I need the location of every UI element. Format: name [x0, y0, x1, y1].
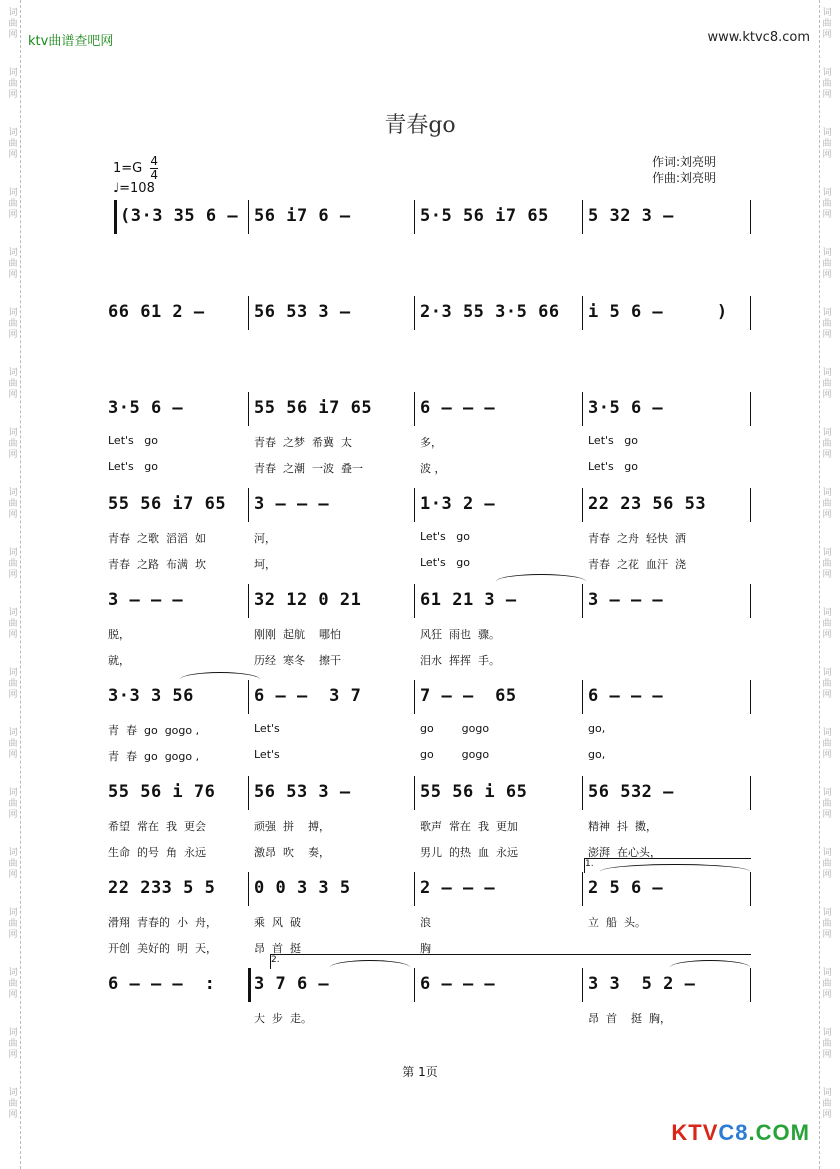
bar-line [750, 872, 751, 906]
bar-line [248, 200, 249, 234]
side-watermark: 词曲网 [822, 608, 832, 640]
lyric-line: 刚刚 起航 哪怕 [254, 628, 341, 641]
bar-line [582, 392, 583, 426]
bar-line [750, 968, 751, 1002]
lyric-line: 青 春 go gogo , [108, 750, 200, 763]
lyric-line: 就， [108, 654, 130, 667]
side-watermark: 词曲网 [8, 428, 18, 460]
side-watermark: 词曲网 [8, 728, 18, 760]
side-watermark: 词曲网 [822, 908, 832, 940]
measure-notes: 3·5 6 — [108, 398, 184, 418]
side-watermark: 词曲网 [822, 668, 832, 700]
lyric-line: 青春 之歌 滔滔 如 [108, 532, 206, 545]
side-watermark: 词曲网 [8, 668, 18, 700]
lyric-line: Let's [254, 722, 280, 735]
lyric-line: Let's go [420, 530, 470, 543]
volta-ending-1: 1. [584, 858, 751, 873]
measure-notes: 66 61 2 — [108, 302, 205, 322]
bar-line [582, 296, 583, 330]
lyric-line: 滑翔 青春的 小 舟， [108, 916, 217, 929]
bar-line [248, 968, 251, 1002]
measure-notes: 5·5 56 i7 65 [420, 206, 549, 226]
bar-line [248, 296, 249, 330]
lyric-line: 坷， [254, 558, 276, 571]
side-watermark: 词曲网 [8, 68, 18, 100]
song-title: 青春go [384, 113, 456, 138]
measure-notes: 55 56 i7 65 [254, 398, 373, 418]
time-signature: $\frac{4}{4}$ [150, 154, 159, 182]
bar-line [582, 200, 583, 234]
lyric-line: 激昂 吹 奏， [254, 846, 330, 859]
bar-line [582, 584, 583, 618]
bar-line [414, 392, 415, 426]
tie-arc [600, 864, 750, 879]
side-watermark: 词曲网 [822, 368, 832, 400]
lyric-line: 青春 之路 布满 坎 [108, 558, 206, 571]
measure-notes: 7 — — 65 [420, 686, 517, 706]
side-watermark: 词曲网 [8, 248, 18, 280]
lyric-line: 歌声 常在 我 更加 [420, 820, 518, 833]
lyric-line: 浪 [420, 916, 431, 929]
side-watermark: 词曲网 [822, 1088, 832, 1120]
measure-notes: 56 532 — [588, 782, 674, 802]
lyric-line: 青春 之梦 希冀 太 [254, 436, 352, 449]
measure-notes: (3·3 35 6 — [120, 206, 239, 226]
measure-notes: 3·3 3 56 [108, 686, 194, 706]
side-watermark: 词曲网 [822, 548, 832, 580]
bar-line [414, 680, 415, 714]
site-logo: KTVC8.COM [671, 1120, 810, 1145]
lyric-line: 泪水 挥挥 手。 [420, 654, 500, 667]
measure-notes: 6 — — — [420, 974, 496, 994]
tie-arc [670, 960, 750, 975]
lyric-line: 生命 的号 角 永远 [108, 846, 206, 859]
lyric-line: 青春 之舟 轻快 洒 [588, 532, 686, 545]
lyric-line: Let's go [588, 434, 638, 447]
side-watermark: 词曲网 [8, 1088, 18, 1120]
side-watermark: 词曲网 [822, 68, 832, 100]
side-watermark: 词曲网 [822, 248, 832, 280]
bar-line [414, 776, 415, 810]
tie-arc [330, 960, 410, 975]
measure-notes: 5 32 3 — [588, 206, 674, 226]
side-watermark: 词曲网 [8, 548, 18, 580]
lyric-line: 脱， [108, 628, 130, 641]
bar-line [750, 296, 751, 330]
measure-notes: 3 7 6 — [254, 974, 330, 994]
lyric-line: go gogo [420, 722, 490, 735]
score-row [0, 968, 840, 1108]
lyric-line: 青春 之潮 一波 叠一 [254, 462, 363, 475]
bar-line [750, 680, 751, 714]
measure-notes: 3 3 5 2 — [588, 974, 696, 994]
lyric-line: Let's go [108, 434, 158, 447]
side-watermark: 词曲网 [822, 968, 832, 1000]
side-watermark: 词曲网 [822, 128, 832, 160]
bar-line [414, 968, 415, 1002]
quarter-note-icon: ♩ [113, 181, 120, 196]
lyric-line: 希望 常在 我 更会 [108, 820, 206, 833]
measure-notes: 2·3 55 3·5 66 [420, 302, 560, 322]
side-watermark: 词曲网 [822, 848, 832, 880]
side-watermark: 词曲网 [822, 188, 832, 220]
measure-notes: 2 5 6 — [588, 878, 664, 898]
measure-notes: 56 53 3 — [254, 302, 351, 322]
lyric-line: 青 春 go gogo , [108, 724, 200, 737]
side-watermark: 词曲网 [822, 788, 832, 820]
bar-line [750, 392, 751, 426]
lyric-line: 开创 美好的 明 天， [108, 942, 217, 955]
measure-notes: 55 56 i 65 [420, 782, 528, 802]
side-watermark: 词曲网 [8, 968, 18, 1000]
side-watermark: 词曲网 [8, 1028, 18, 1060]
lyric-line: 风狂 雨也 骤。 [420, 628, 500, 641]
bar-line [582, 776, 583, 810]
lyricist-credit: 作词:刘亮明 [652, 155, 717, 169]
side-watermark: 词曲网 [822, 308, 832, 340]
lyric-line: Let's go [420, 556, 470, 569]
measure-notes: 22 23 56 53 [588, 494, 707, 514]
tie-arc [180, 672, 260, 687]
measure-notes: 3·5 6 — [588, 398, 664, 418]
lyric-line: 顽强 拼 搏， [254, 820, 330, 833]
measure-notes: 3 — — — [108, 590, 184, 610]
tempo-marking: ♩=108 [113, 181, 155, 196]
bar-line [750, 200, 751, 234]
bar-line [582, 872, 583, 906]
bar-line [248, 584, 249, 618]
lyric-line: 河， [254, 532, 276, 545]
side-watermark: 词曲网 [8, 368, 18, 400]
bar-line [248, 872, 249, 906]
bar-line [414, 584, 415, 618]
side-watermark: 词曲网 [822, 488, 832, 520]
lyric-line: go, [588, 722, 606, 735]
lyric-line: Let's go [588, 460, 638, 473]
page-number: 第 1页 [402, 1065, 438, 1079]
measure-notes: i 5 6 — ) [588, 302, 728, 322]
lyric-line: 胸 [420, 942, 431, 955]
lyric-line: 精神 抖 擞， [588, 820, 657, 833]
lyric-line: 大 步 走。 [254, 1012, 312, 1025]
measure-notes: 3 — — — [588, 590, 664, 610]
side-watermark: 词曲网 [8, 788, 18, 820]
measure-notes: 1·3 2 — [420, 494, 496, 514]
site-name: ktv曲谱查吧网 [28, 34, 114, 49]
lyric-line: go gogo [420, 748, 490, 761]
bar-line [414, 200, 415, 234]
bar-line [414, 872, 415, 906]
side-watermark: 词曲网 [822, 1028, 832, 1060]
lyric-line: 澎湃 在心头， [588, 846, 661, 859]
lyric-line: 昂 首 挺 胸， [588, 1012, 671, 1025]
bar-line [414, 488, 415, 522]
bar-line [248, 776, 249, 810]
measure-notes: 6 — — — [588, 686, 664, 706]
measure-notes: 6 — — 3 7 [254, 686, 362, 706]
measure-notes: 2 — — — [420, 878, 496, 898]
measure-notes: 3 — — — [254, 494, 330, 514]
measure-notes: 0 0 3 3 5 [254, 878, 351, 898]
volta-ending-2: 2. [270, 954, 751, 969]
lyric-line: 青春 之花 血汗 浇 [588, 558, 686, 571]
bar-line [414, 296, 415, 330]
bar-line [750, 584, 751, 618]
bar-line [750, 776, 751, 810]
measure-notes: 6 — — — : [108, 974, 216, 994]
key-signature: 1=G $\frac{4}{4}$ [113, 154, 159, 182]
tie-arc [496, 574, 586, 589]
lyric-line: 乘 风 破 [254, 916, 301, 929]
lyric-line: 历经 寒冬 擦干 [254, 654, 341, 667]
bar-line [750, 488, 751, 522]
measure-notes: 6 — — — [420, 398, 496, 418]
side-watermark: 词曲网 [8, 308, 18, 340]
lyric-line: 多， [420, 436, 442, 449]
side-watermark: 词曲网 [822, 428, 832, 460]
site-url: www.ktvc8.com [707, 30, 810, 45]
side-watermark: 词曲网 [8, 488, 18, 520]
measure-notes: 56 53 3 — [254, 782, 351, 802]
side-watermark: 词曲网 [8, 908, 18, 940]
lyric-line: 立 船 头。 [588, 916, 646, 929]
side-watermark: 词曲网 [8, 848, 18, 880]
side-watermark: 词曲网 [822, 8, 832, 40]
measure-notes: 32 12 0 21 [254, 590, 362, 610]
bar-line [248, 392, 249, 426]
bar-line [582, 488, 583, 522]
bar-line [248, 488, 249, 522]
lyric-line: 昂 首 挺 [254, 942, 301, 955]
lyric-line: 波 ， [420, 462, 446, 475]
lyric-line: go, [588, 748, 606, 761]
lyric-line: Let's [254, 748, 280, 761]
side-watermark: 词曲网 [8, 8, 18, 40]
measure-notes: 55 56 i 76 [108, 782, 216, 802]
lyric-line: 男儿 的热 血 永远 [420, 846, 518, 859]
measure-notes: 61 21 3 — [420, 590, 517, 610]
repeat-start-bar [114, 200, 117, 234]
bar-line [582, 680, 583, 714]
bar-line [582, 968, 583, 1002]
lyric-line: Let's go [108, 460, 158, 473]
side-watermark: 词曲网 [8, 128, 18, 160]
side-watermark: 词曲网 [822, 728, 832, 760]
measure-notes: 56 i7 6 — [254, 206, 351, 226]
measure-notes: 55 56 i7 65 [108, 494, 227, 514]
measure-notes: 22 233 5 5 [108, 878, 216, 898]
composer-credit: 作曲:刘亮明 [652, 171, 717, 185]
side-watermark: 词曲网 [8, 608, 18, 640]
side-watermark: 词曲网 [8, 188, 18, 220]
